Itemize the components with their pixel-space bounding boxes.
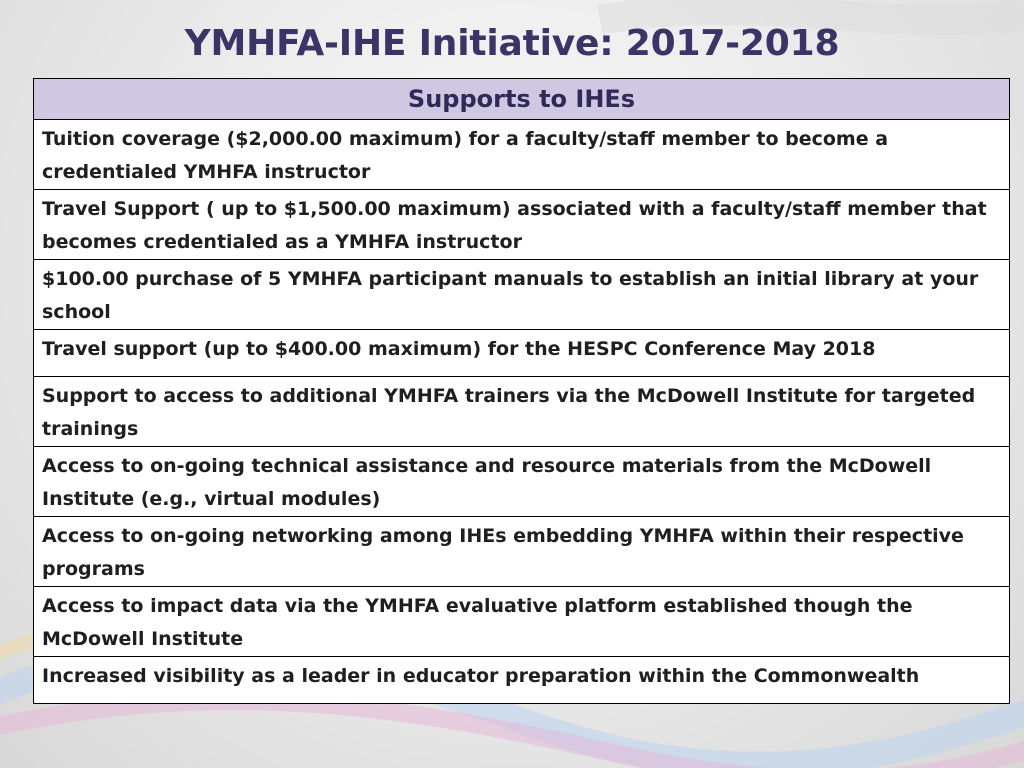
table-row xyxy=(34,517,1010,587)
table-row xyxy=(34,377,1010,447)
slide-title: YMHFA-IHE Initiative: 2017-2018 xyxy=(184,23,840,64)
table-row xyxy=(34,587,1010,657)
table-cell: Access to impact data via the YMHFA evaluative platform established though the McDowell Institute xyxy=(34,587,1010,657)
table-row xyxy=(34,657,1010,704)
table-row xyxy=(34,330,1010,377)
table-cell: Access to on-going technical assistance and resource materials from the McDowell Institute (e.g., virtual modules) xyxy=(34,447,1010,517)
table-cell: Access to on-going networking among IHEs embedding YMHFA within their respective programs xyxy=(34,517,1010,587)
table-cell: Travel Support ( up to $1,500.00 maximum) associated with a faculty/staff member that becomes credentialed as a YMHFA instructor xyxy=(34,190,1010,260)
table-cell: Increased visibility as a leader in educator preparation within the Commonwealth xyxy=(34,657,1010,704)
table-row xyxy=(34,120,1010,190)
table-row xyxy=(34,447,1010,517)
table-cell: Travel support (up to $400.00 maximum) for the HESPC Conference May 2018 xyxy=(34,330,1010,377)
table-row xyxy=(34,260,1010,330)
table-row xyxy=(34,190,1010,260)
table-header-row xyxy=(34,79,1010,120)
supports-table xyxy=(33,78,1010,704)
table-cell: $100.00 purchase of 5 YMHFA participant manuals to establish an initial library at your school xyxy=(34,260,1010,330)
table-cell: Tuition coverage ($2,000.00 maximum) for a faculty/staff member to become a credentialed YMHFA instructor xyxy=(34,120,1010,190)
table-header: Supports to IHEs xyxy=(34,79,1010,120)
table-cell: Support to access to additional YMHFA trainers via the McDowell Institute for targeted trainings xyxy=(34,377,1010,447)
